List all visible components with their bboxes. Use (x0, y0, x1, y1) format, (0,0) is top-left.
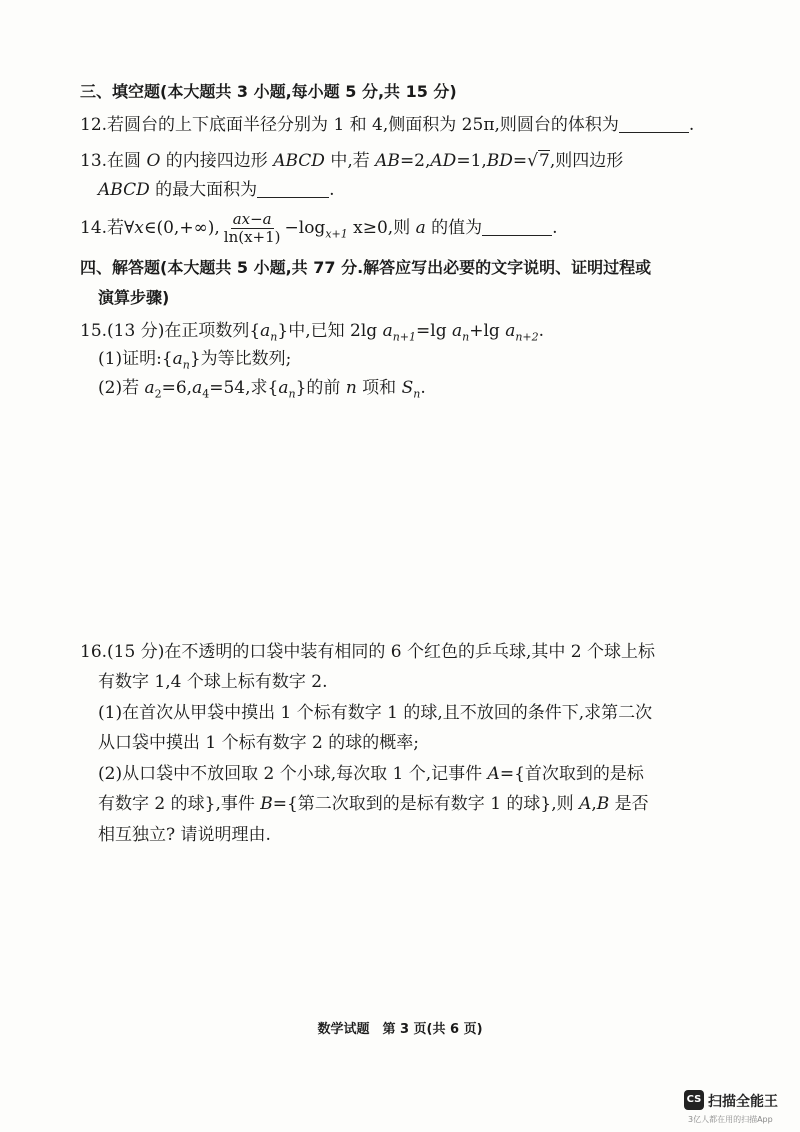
q13-text-b: 的内接四边形 (160, 151, 274, 171)
q16-l6-d: 是否 (609, 794, 649, 814)
q13-var-abcd: ABCD (273, 151, 325, 171)
question-14 (80, 210, 558, 252)
q13-eq3: =√ (512, 151, 538, 171)
q15-p2-var-a-3: a (278, 378, 289, 398)
q15-p2-d: }的前 (295, 378, 346, 398)
q13-answer-blank (257, 179, 329, 198)
question-16-line7: 相互独立? 请说明理由. (98, 825, 271, 845)
q15-p2-b: =6, (161, 378, 193, 398)
q15-stem-b: }中,已知 2lg (277, 321, 383, 341)
q14-fraction (222, 211, 283, 246)
question-12 (80, 113, 694, 137)
q15-p2-a: (2)若 (98, 378, 145, 398)
q15-sub-n: n (270, 330, 278, 344)
q15-p2-e: 项和 (356, 378, 402, 398)
q13-var-abcd-2: ABCD (98, 180, 150, 200)
q16-var-a-2: A (579, 794, 592, 814)
q15-var-a-2: a (382, 321, 393, 341)
q14-log: −log (284, 218, 326, 238)
q16-l6-b: ={第二次取到的是标有数字 1 的球},则 (272, 794, 580, 814)
q13-text-d: ,则四边形 (549, 151, 624, 171)
question-15-part2 (98, 376, 426, 406)
q14-denominator: ln(x+1) (223, 228, 281, 246)
q15-p2-sub-4: 4 (202, 387, 210, 401)
camscanner-logo-icon: CS (684, 1090, 704, 1110)
q15-var-a-4: a (505, 321, 516, 341)
q13-period: . (329, 180, 335, 200)
q15-p1-a: (1)证明:{ (98, 349, 173, 369)
q14-interval: ∈(0,+∞), (143, 218, 220, 238)
question-16-line1: 16.(15 分)在不透明的口袋中装有相同的 6 个红色的乒乓球,其中 2 个球上标 (80, 642, 655, 662)
q14-suffix: 的值为 (425, 218, 483, 238)
q13-var-o: O (146, 151, 161, 171)
q15-p2-var-a-2: a (192, 378, 203, 398)
q15-p1-sub-n: n (182, 358, 190, 372)
q15-var-a: a (260, 321, 271, 341)
section3-heading: 三、填空题(本大题共 3 小题,每小题 5 分,共 15 分) (80, 82, 457, 101)
q13-sqrt-seven: 7 (539, 151, 550, 171)
q13-var-ad: AD (430, 151, 457, 171)
question-13-line2 (98, 178, 335, 202)
q15-p1-b: }为等比数列; (189, 349, 292, 369)
question-16-line2: 有数字 1,4 个球上标有数字 2. (98, 672, 328, 692)
q16-l5-b: ={首次取到的是标 (499, 764, 644, 784)
q16-var-b: B (260, 794, 273, 814)
q13-text-a: 13.在圆 (80, 151, 147, 171)
q15-p2-var-s: S (401, 378, 414, 398)
q15-sub-n2: n+2 (515, 330, 539, 344)
q15-sub-n-2: n (462, 330, 470, 344)
watermark-title: 扫描全能王 (708, 1094, 778, 1110)
q16-var-b-2: B (596, 794, 610, 814)
q14-var-a: a (415, 218, 426, 238)
question-16-line4: 从口袋中摸出 1 个标有数字 2 的球的概率; (98, 733, 419, 753)
q16-l6-c: , (591, 794, 597, 814)
q16-var-a: A (487, 764, 500, 784)
q15-sub-n1: n+1 (392, 330, 417, 344)
question-16-line5 (98, 762, 644, 786)
q14-answer-blank (482, 217, 552, 236)
q15-stem-c: =lg (416, 321, 452, 341)
q14-inequality: x≥0,则 (347, 218, 416, 238)
question-15-part1 (98, 347, 291, 377)
q13-text-e: 的最大面积为 (149, 180, 258, 200)
q15-p2-c: =54,求{ (209, 378, 279, 398)
q15-stem-e: . (538, 321, 545, 341)
q15-stem-a: 15.(13 分)在正项数列{ (80, 321, 261, 341)
question-13-line1 (80, 149, 623, 173)
page-footer: 数学试题 第 3 页(共 6 页) (317, 1022, 483, 1037)
question-16-line6 (98, 792, 649, 816)
q16-l6-a: 有数字 2 的球},事件 (98, 794, 261, 814)
q15-p2-var-a: a (144, 378, 155, 398)
q12-period: . (688, 115, 695, 135)
q12-text: 12.若圆台的上下底面半径分别为 1 和 4,侧面积为 25π,则圆台的体积为 (80, 115, 619, 135)
q12-answer-blank (619, 114, 689, 133)
q16-l5-a: (2)从口袋中不放回取 2 个小球,每次取 1 个,记事件 (98, 764, 488, 784)
q13-text-c: 中,若 (324, 151, 376, 171)
q15-p1-var-a: a (172, 349, 183, 369)
q13-eq1: =2, (399, 151, 431, 171)
q15-p2-f: . (420, 378, 426, 398)
q15-p2-sub-2: 2 (154, 387, 162, 401)
question-16-line3: (1)在首次从甲袋中摸出 1 个标有数字 1 的球,且不放回的条件下,求第二次 (98, 703, 653, 723)
q15-p2-sub-n: n (288, 387, 296, 401)
section4-heading-line1: 四、解答题(本大题共 5 小题,共 77 分.解答应写出必要的文字说明、证明过程或 (80, 258, 652, 277)
q13-var-ab: AB (375, 151, 400, 171)
q14-log-base: x+1 (325, 227, 348, 241)
q14-prefix: 14.若∀ (80, 218, 135, 238)
watermark-subtitle: 3亿人都在用的扫描App (688, 1115, 773, 1124)
q15-var-a-3: a (451, 321, 463, 341)
q13-var-bd: BD (486, 151, 513, 171)
q13-eq2: =1, (456, 151, 487, 171)
q15-p2-sub-n-2: n (413, 387, 421, 401)
q15-p2-var-n: n (345, 378, 357, 398)
question-15-stem (80, 319, 544, 349)
q14-var-x: x (134, 218, 144, 238)
section4-heading-line2: 演算步骤) (98, 288, 170, 307)
q14-period: . (552, 218, 558, 238)
q14-numerator: ax−a (232, 210, 272, 228)
q15-stem-d: +lg (469, 321, 506, 341)
